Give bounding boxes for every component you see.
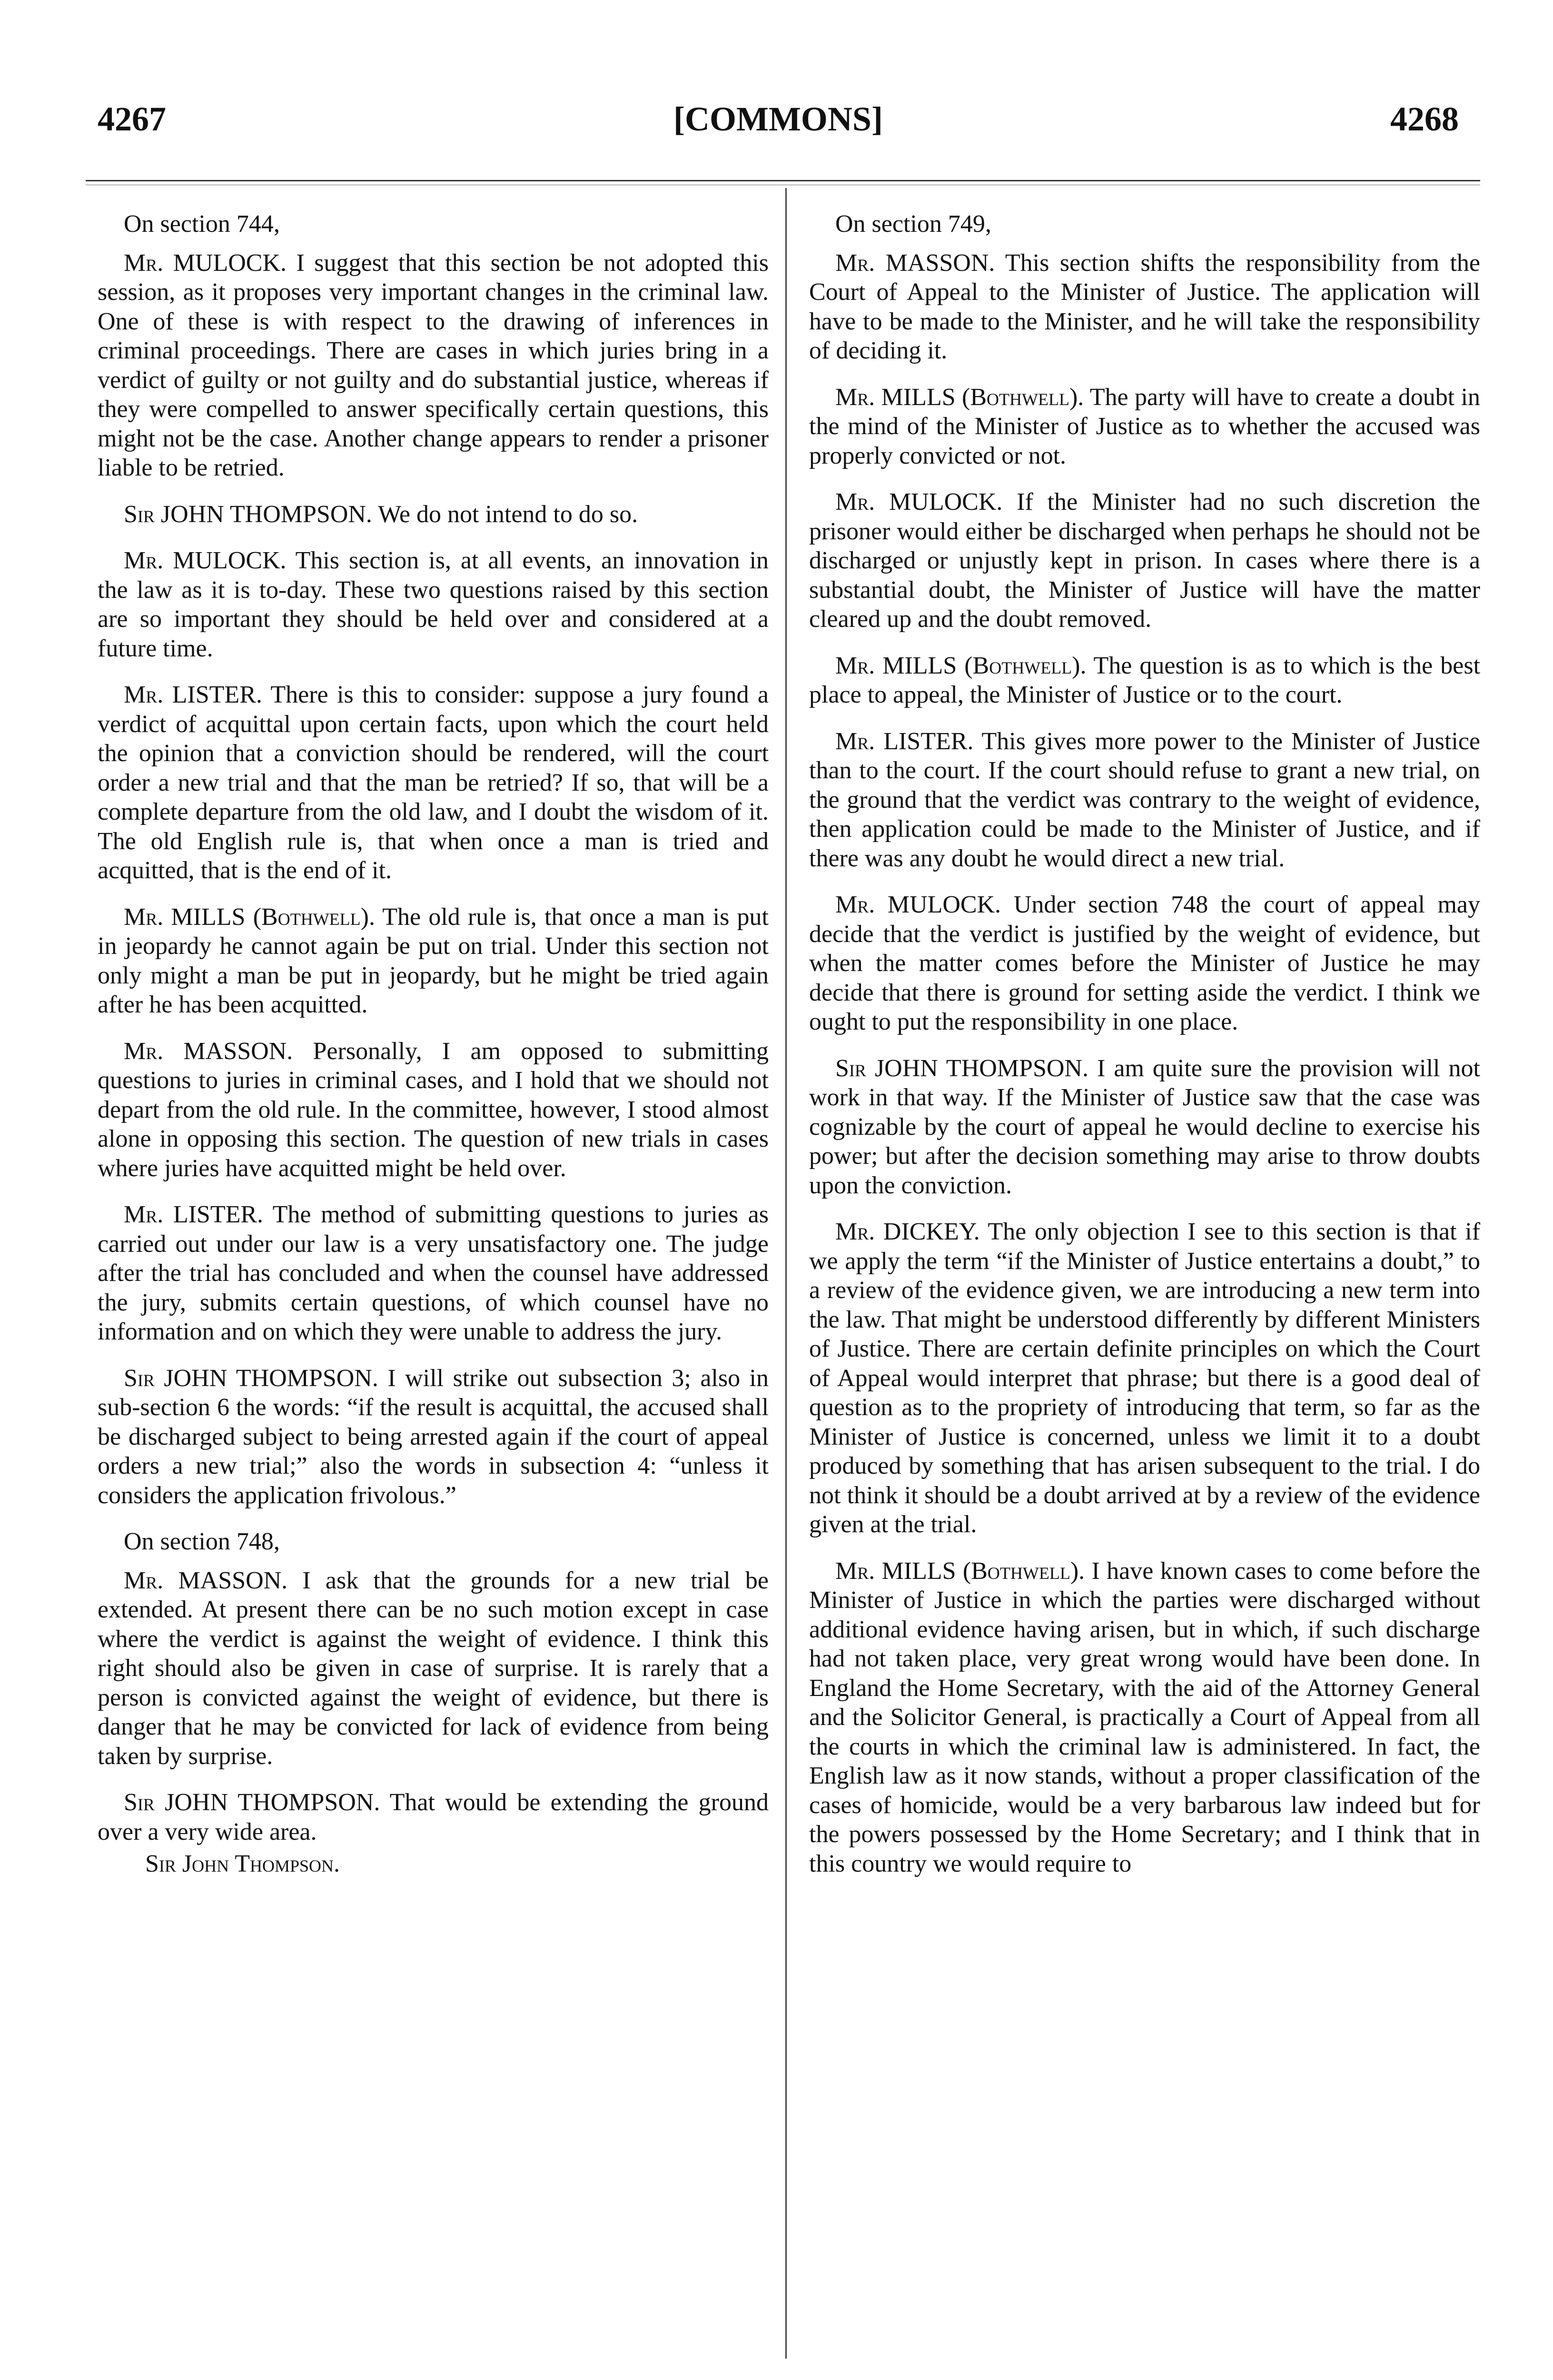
right-column <box>809 209 1480 1895</box>
catchword: Sir John Thompson. <box>145 1850 340 1877</box>
speech-paragraph <box>98 248 769 483</box>
page-number-left: 4267 <box>98 100 166 138</box>
speech-text: This section shifts the responsibility from the Court of Appeal to the Minister of Justice. The application will have to be made to the Minister, and he will take the responsibility of deciding it. <box>809 249 1481 364</box>
speech-text: I have known cases to come before the Minister of Justice in which the parties were discharged without additional evidence having arisen, but in which, if such discharge had not taken place, very great wrong would have been done. In England the Home Secretary, with the aid of the Attorney General and the Solicitor General, is practically a Court of Appeal from all the courts in which the criminal law is administered. In fact, the English law as it now stands, without a proper classification of the cases of homicide, would be a very barbarous law indeed but for the powers possessed by the Home Secretary; and I think that in this country we would require to <box>809 1557 1481 1877</box>
speaker-name: Mr. MILLS (Bothwell). <box>835 652 1087 679</box>
speech-paragraph <box>98 1037 769 1183</box>
speaker-name: Mr. MASSON. <box>835 249 995 277</box>
speech-paragraph <box>98 1364 769 1510</box>
speech-paragraph <box>809 651 1480 710</box>
speech-text: That would be extending the ground over a very wide area. <box>98 1789 769 1845</box>
speech-text: Personally, I am opposed to submitting questions to juries in criminal cases, and I hold that we should not depart from the old rule. In the committee, however, I stood almost alone in opposing this section. The question of new trials in cases where juries have acquitted might be held over. <box>98 1037 769 1182</box>
speech-paragraph <box>809 487 1480 634</box>
header-rule <box>86 180 1480 181</box>
page-number-right: 4268 <box>1390 100 1459 138</box>
speech-text: I will strike out subsection 3; also in sub-section 6 the words: “if the result is acquittal, the accused shall be discharged subject to being arrested again if the court of appeal orders a new trial;” also the words in subsection 4: “unless it considers the application frivolous.” <box>98 1364 769 1509</box>
speech-paragraph <box>809 1557 1480 1879</box>
speech-text: There is this to consider: suppose a jury found a verdict of acquittal upon certain facts, upon which the court held the opinion that a conviction should be rendered, will the court order a new trial and that the man be retried? If so, that will be a complete departure from the old law, and I doubt the wisdom of it. The old English rule is, that when once a man is tried and acquitted, that is the end of it. <box>98 681 769 884</box>
speech-text: The method of submitting questions to juries as carried out under our law is a very unsatisfactory one. The judge after the trial has concluded and when the counsel have addressed the jury, submits certain questions, of which counsel have no information and on which they were unable to address the jury. <box>98 1201 769 1345</box>
speaker-name: Mr. LISTER. <box>835 727 974 755</box>
speech-paragraph <box>809 383 1480 471</box>
speech-text: I ask that the grounds for a new trial be extended. At present there can be no such motion except in case where the verdict is against the weight of evidence. I think this right should also be given in case of surprise. It is rarely that a person is convicted against the weight of evidence, but there is danger that he may be convicted for lack of evidence from being taken by surprise. <box>98 1567 769 1770</box>
section-heading: On section 748, <box>124 1528 280 1555</box>
speaker-name: Sir JOHN THOMPSON. <box>835 1054 1088 1082</box>
speech-text: If the Minister had no such discretion the prisoner would either be discharged when perhaps he should not be discharged or unjustly kept in prison. In cases where there is a substantial doubt, the Minister of Justice will have the matter cleared up and the doubt removed. <box>809 488 1481 633</box>
speech-paragraph <box>98 1788 769 1846</box>
speech-paragraph <box>98 500 769 529</box>
speaker-name: Mr. MULOCK. <box>124 547 287 574</box>
speech-paragraph <box>98 546 769 663</box>
speech-text: The old rule is, that once a man is put in jeopardy he cannot again be put on trial. Under this section not only might a man be put in jeopardy, but he might be tried again after he has been acquitted. <box>98 903 769 1018</box>
speaker-name: Sir JOHN THOMPSON. <box>124 1364 378 1392</box>
speech-text: We do not intend to do so. <box>378 500 638 528</box>
speech-text: This gives more power to the Minister of Justice than to the court. If the court should refuse to grant a new trial, on the ground that the verdict was contrary to the weight of evidence, then application could be made to the Minister of Justice, and if there was any doubt he would direct a new trial. <box>809 727 1480 872</box>
speech-paragraph <box>809 890 1480 1037</box>
chamber-title: [COMMONS] <box>673 100 883 138</box>
speech-paragraph <box>809 248 1480 366</box>
speaker-name: Mr. DICKEY. <box>835 1218 980 1245</box>
speaker-name: Sir JOHN THOMPSON. <box>124 500 372 528</box>
speaker-name: Sir JOHN THOMPSON. <box>124 1789 380 1816</box>
speech-paragraph <box>809 727 1480 873</box>
speech-text: Under section 748 the court of appeal may decide that the verdict is justified by the weight of evidence, but when the matter comes before the Minister of Justice he may decide that there is ground for setting aside the verdict. I think we ought to put the responsibility in one place. <box>809 891 1481 1035</box>
speaker-name: Mr. MILLS (Bothwell). <box>835 383 1084 411</box>
speech-paragraph <box>809 1217 1480 1539</box>
speech-text: The only objection I see to this section is that if we apply the term “if the Minister of Justice entertains a doubt,” to a review of the evidence given, we are introducing a new term into the law. That might be understood differently by different Ministers of Justice. There are certain definite principles on which the Court of Appeal would interpret that phrase; but there is a good deal of question as to the propriety of introducing that term, so far as the Minister of Justice is concerned, unless we limit it to a doubt produced by something that has arisen subsequent to the trial. I do not think it should be a doubt arrived at by a review of the evidence given at the trial. <box>809 1218 1481 1538</box>
speech-paragraph <box>98 902 769 1020</box>
speaker-name: Mr. MULOCK. <box>124 249 287 277</box>
speaker-name: Mr. MULOCK. <box>835 488 1003 516</box>
column-divider <box>785 188 787 2359</box>
speech-text: The party will have to create a doubt in the mind of the Minister of Justice as to whether the accused was properly convicted or not. <box>809 383 1481 469</box>
speech-paragraph <box>98 1200 769 1347</box>
speaker-name: Mr. LISTER. <box>124 681 262 708</box>
speaker-name: Mr. LISTER. <box>124 1201 264 1228</box>
speech-text: I suggest that this section be not adopted this session, as it proposes very important changes in the criminal law. One of these is with respect to the drawing of inferences in criminal proceedings. There are cases in which juries bring in a verdict of guilty or not guilty and do substantial justice, whereas if they were compelled to answer specifically certain questions, this might not be the case. Another change appears to render a prisoner liable to be retried. <box>98 249 769 481</box>
speaker-name: Mr. MILLS (Bothwell). <box>835 1557 1085 1585</box>
speech-text: This section is, at all events, an innovation in the law as it is to-day. These two questions raised by this section are so important they should be held over and considered at a future time. <box>98 547 769 662</box>
speech-paragraph <box>98 680 769 885</box>
speech-text: I am quite sure the provision will not work in that way. If the Minister of Justice saw that the case was cognizable by the court of appeal he would decline to exercise his power; but after the decision something may arise to throw doubts upon the conviction. <box>809 1054 1480 1199</box>
speaker-name: Mr. MASSON. <box>124 1037 293 1065</box>
speaker-name: Mr. MULOCK. <box>835 891 1001 918</box>
section-heading: On section 744, <box>124 210 280 238</box>
speaker-name: Mr. MILLS (Bothwell). <box>124 903 375 931</box>
left-column <box>98 209 769 1896</box>
speech-paragraph <box>98 1566 769 1771</box>
page-header <box>98 93 1459 145</box>
speaker-name: Mr. MASSON. <box>124 1567 288 1594</box>
section-heading: On section 749, <box>835 210 991 238</box>
speech-text: The question is as to which is the best place to appeal, the Minister of Justice or to the court. <box>809 652 1481 708</box>
speech-paragraph <box>809 1054 1480 1200</box>
